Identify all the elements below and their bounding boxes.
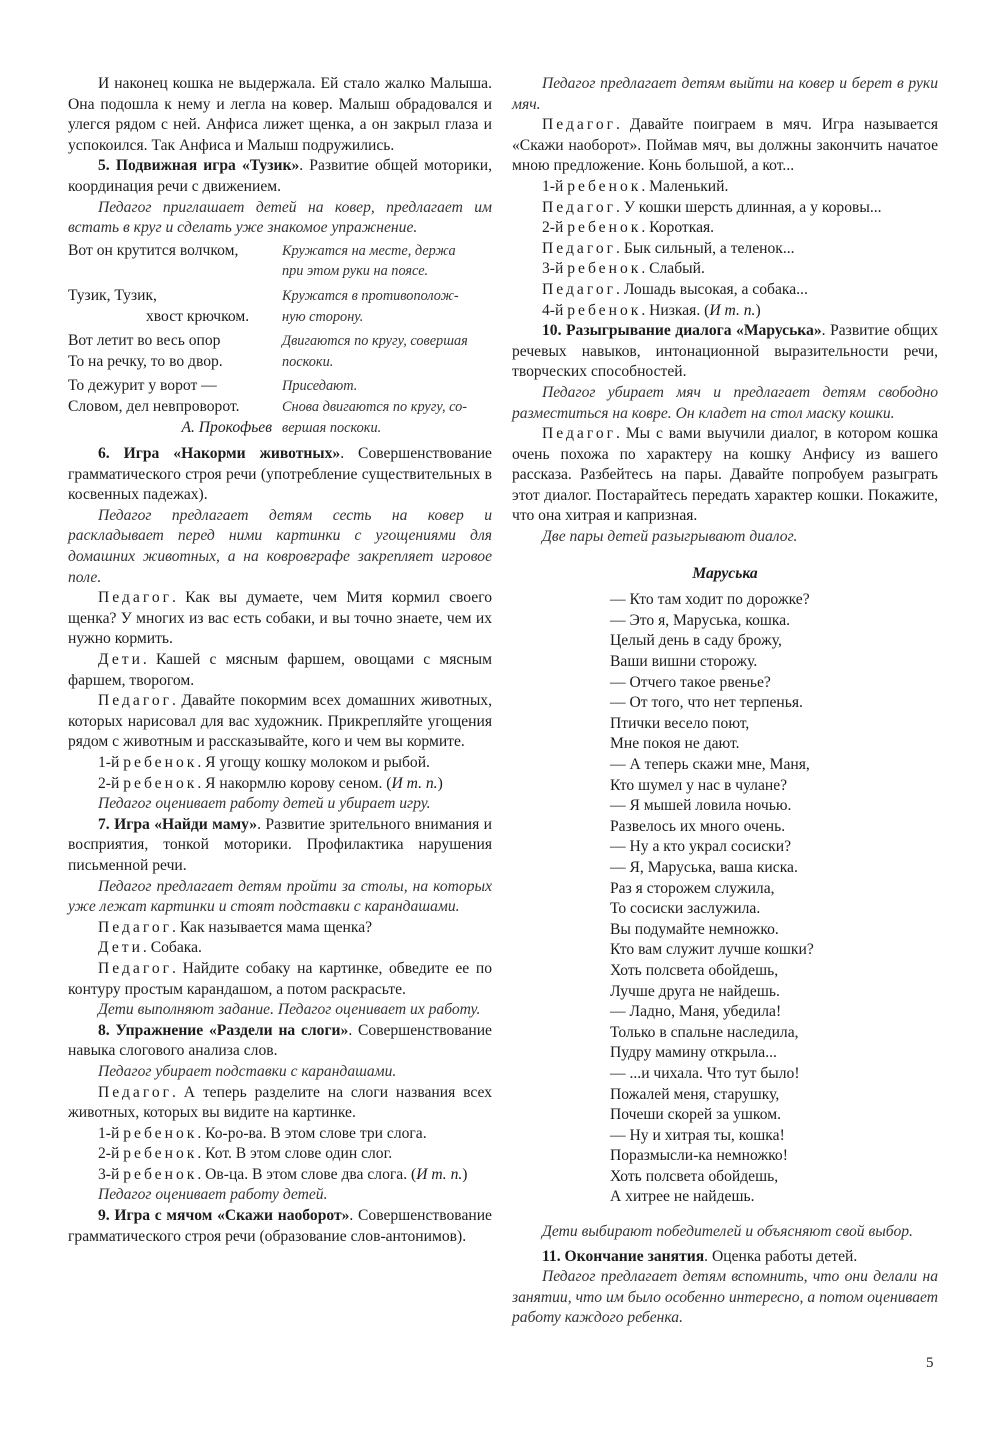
section-8-note: Педагог убирает подставки с карандашами. xyxy=(98,1062,397,1080)
section-8-title: 8. Упражнение «Раздели на слоги» xyxy=(98,1021,349,1039)
poem-line: Развелось их много очень. xyxy=(610,817,786,835)
poem-line: Кто вам служит лучше кошки? xyxy=(610,941,814,959)
section-5-note: Педагог приглашает детей на ковер, предлагает им встать в круг и сделать уже знакомое упражнение. xyxy=(68,198,492,237)
poem-line: — А теперь скажи мне, Маня, xyxy=(610,756,810,773)
poem-line: Пудру мамину открыла... xyxy=(610,1044,777,1062)
dialog-line: 3-й ребенок. Ов-ца. В этом слове два слога. (И т. п.) xyxy=(98,1165,468,1183)
dialog-line: Дети. Собака. xyxy=(98,939,202,957)
poem-line: А хитрее не найдешь. xyxy=(610,1188,755,1206)
poem-line: Почеши скорей за ушком. xyxy=(610,1106,781,1124)
section-6-note: Педагог предлагает детям сесть на ковер и раскладывает перед ними картинки с угощениями для домашних животных, а на ковровграфе закрепляет игровое поле. xyxy=(68,506,492,586)
section-11-note: Педагог предлагает детям вспомнить, что они делали на занятии, что им было особенно интересно, а потом оценивает работу каждого ребенка. xyxy=(512,1268,938,1327)
story-paragraph: И наконец кошка не выдержала. Ей стало жалко Малыша. Она подошла к нему и легла на ковер. Малыш обрадовался и улегся рядом с ней. Анфиса лижет щенка, а он закрыл глаза и успокоился. Так Анфиса и Малыш подружились. xyxy=(68,75,492,154)
section-8-end: Педагог оценивает работу детей. xyxy=(98,1186,328,1204)
dialog-line: Педагог. Как вы думаете, чем Митя кормил своего щенка? У многих из вас есть собаки, и вы точно знаете, чем их нужно кормить. xyxy=(68,589,492,648)
dialog-line: Педагог. Давайте поиграем в мяч. Игра называется «Скажи наоборот». Поймав мяч, вы должны закончить начатое мною предложение. Конь большой, а кот... xyxy=(512,116,938,175)
section-9-title: 9. Игра с мячом «Скажи наоборот» xyxy=(98,1207,350,1225)
section-10-title: 10. Разыгрывание диалога «Маруська» xyxy=(542,322,822,340)
section-6: 6. Игра «Накорми животных». Совершенствование грамматического строя речи (употребление существительных в косвенных падежах). xyxy=(68,445,492,504)
poem-line: Поразмысли-ка немножко! xyxy=(610,1147,788,1165)
tuzik-rhyme xyxy=(68,241,492,438)
poem xyxy=(610,590,938,1208)
poem-line: Хоть полсвета обойдешь, xyxy=(610,961,779,979)
rhyme-action: Кружатся в противополож- ную сторону. xyxy=(282,287,459,325)
section-10-note-2: Две пары детей разыгрывают диалог. xyxy=(542,528,798,546)
poem-line: Только в спальне наследила, xyxy=(610,1023,799,1041)
dialog-line: Педагог. Лошадь высокая, а собака... xyxy=(542,280,808,298)
section-6-title: 6. Игра «Накорми животных» xyxy=(98,445,341,463)
section-7: 7. Игра «Найди маму». Развитие зрительного внимания и восприятия, тонкой моторики. Профилактика нарушения письменной речи. xyxy=(68,815,493,874)
dialog-line: Дети. Кашей с мясным фаршем, овощами с мясным фаршем, творогом. xyxy=(68,651,492,689)
section-7-title: 7. Игра «Найди маму» xyxy=(98,815,258,833)
dialog-line: 1-й ребенок. Маленький. xyxy=(542,177,729,195)
dialog-line: 1-й ребенок. Я угощу кошку молоком и рыбой. xyxy=(98,754,430,771)
rhyme-line: Вот летит во весь опор То на речку, то во двор. xyxy=(68,332,223,370)
rhyme-line: То дежурит у ворот — xyxy=(68,377,217,395)
rhyme-action: Двигаются по кругу, совершая поскоки. xyxy=(282,333,468,370)
poem-line: Раз я сторожем служила, xyxy=(610,879,775,897)
section-9-note: Педагог предлагает детям выйти на ковер и берет в руки мяч. xyxy=(512,75,938,113)
poem-line: — Отчего такое рвенье? xyxy=(610,673,771,691)
dialog-line: Педагог. А теперь разделите на слоги названия всех животных, которых вы видите на картинке. xyxy=(68,1083,492,1122)
right-column xyxy=(512,74,938,1329)
dialog-line: Педагог. Бык сильный, а теленок... xyxy=(542,239,795,257)
poem-line: Ваши вишни сторожу. xyxy=(610,653,758,671)
section-5: 5. Подвижная игра «Тузик». Развитие общей моторики, координация речи с движением. xyxy=(68,157,492,195)
poem-line: Вы подумайте немножко. xyxy=(610,920,779,938)
poem-line: — От того, что нет терпенья. xyxy=(610,694,803,712)
poem-line: Птички весело поют, xyxy=(610,714,750,732)
section-7-end: Дети выполняют задание. Педагог оценивает их работу. xyxy=(98,1001,481,1019)
poem-line: — Ну и хитрая ты, кошка! xyxy=(610,1126,785,1144)
section-8: 8. Упражнение «Раздели на слоги». Совершенствование навыка слогового анализа слов. xyxy=(68,1021,492,1060)
rhyme-line: Словом, дел невпроворот. А. Прокофьев xyxy=(68,397,282,438)
poem-line: Пожалей меня, старушку, xyxy=(610,1085,780,1103)
rhyme-action: Снова двигаются по кругу, со- вершая поскоки. xyxy=(282,398,468,436)
rhyme-action: Приседают. xyxy=(282,378,358,395)
dialog-line: 1-й ребенок. Ко-ро-ва. В этом слове три слога. xyxy=(98,1124,427,1142)
section-11: 11. Окончание занятия. Оценка работы детей. xyxy=(542,1247,858,1265)
rhyme-line: Тузик, Тузик, хвост крючком. xyxy=(68,286,250,325)
dialog-line: Педагог. Мы с вами выучили диалог, в котором кошка очень похожа по характеру на кошку Анфису из вашего рассказа. Разбейтесь на пары. Давайте попробуем разыграть этот диалог. Постарайтесь передать характер кошки. Покажите, что она хитрая и капризная. xyxy=(512,425,938,525)
dialog-line: Педагог. Как называется мама щенка? xyxy=(98,918,373,936)
rhyme-line: Вот он крутится волчком, xyxy=(68,241,239,259)
left-column xyxy=(68,74,492,1247)
poem-line: — Ладно, Маня, убедила! xyxy=(610,1003,782,1021)
poem-line: То сосиски заслужила. xyxy=(610,900,761,918)
rhyme-author: А. Прокофьев xyxy=(181,418,272,436)
poem-line: Кто шумел у нас в чулане? xyxy=(610,776,788,794)
rhyme-action: Кружатся на месте, держа при этом руки на поясе. xyxy=(282,242,456,280)
poem-line: — Кто там ходит по дорожке? xyxy=(610,591,810,609)
poem-line: Мне покоя не дают. xyxy=(610,735,740,753)
section-10: 10. Разыгрывание диалога «Маруська». Развитие общих речевых навыков, интонационной выразительности речи, творческих способностей. xyxy=(512,322,938,381)
dialog-line: 2-й ребенок. Я накормлю корову сеном. (И т. п.) xyxy=(98,774,443,792)
section-9: 9. Игра с мячом «Скажи наоборот». Совершенствование грамматического строя речи (образование слов-антонимов). xyxy=(68,1207,492,1245)
poem-line: — Я, Маруська, ваша киска. xyxy=(610,858,798,876)
dialog-line: Педагог. У кошки шерсть длинная, а у коровы... xyxy=(542,198,882,216)
section-5-title: 5. Подвижная игра «Тузик» xyxy=(98,157,300,175)
dialog-line: 4-й ребенок. Низкая. (И т. п.) xyxy=(542,301,761,319)
section-6-end: Педагог оценивает работу детей и убирает игру. xyxy=(98,795,431,813)
dialog-line: 3-й ребенок. Слабый. xyxy=(542,260,705,278)
poem-line: Лучше друга не найдешь. xyxy=(610,982,780,1000)
poem-line: — Я мышей ловила ночью. xyxy=(610,797,792,815)
dialog-line: Педагог. Найдите собаку на картинке, обведите ее по контуру простым карандашом, а потом раскрасьте. xyxy=(68,959,492,998)
poem-title: Маруська xyxy=(692,564,758,582)
poem-line: — Ну а кто украл сосиски? xyxy=(610,838,791,856)
dialog-line: 2-й ребенок. Кот. В этом слове один слог. xyxy=(98,1145,393,1163)
section-11-title: 11. Окончание занятия xyxy=(542,1247,705,1265)
poem-line: — ...и чихала. Что тут было! xyxy=(610,1064,800,1082)
after-poem-note: Дети выбирают победителей и объясняют свой выбор. xyxy=(542,1223,913,1241)
section-10-note: Педагог убирает мяч и предлагает детям свободно разместиться на ковре. Он кладет на стол маску кошки. xyxy=(512,383,938,422)
poem-line: Целый день в саду брожу, xyxy=(610,632,782,650)
poem-line: — Это я, Маруська, кошка. xyxy=(610,611,791,629)
dialog-line: 2-й ребенок. Короткая. xyxy=(542,219,715,237)
dialog-line: Педагог. Давайте покормим всех домашних животных, которых нарисовал для вас художник. Прикрепляйте угощения рядом с животным и рассказывайте, кого и чем вы кормите. xyxy=(68,692,492,751)
poem-line: Хоть полсвета обойдешь, xyxy=(610,1167,779,1185)
section-7-note: Педагог предлагает детям пройти за столы, на которых уже лежат картинки и стоят подставки с карандашами. xyxy=(68,877,492,916)
page-number: 5 xyxy=(926,1355,934,1371)
